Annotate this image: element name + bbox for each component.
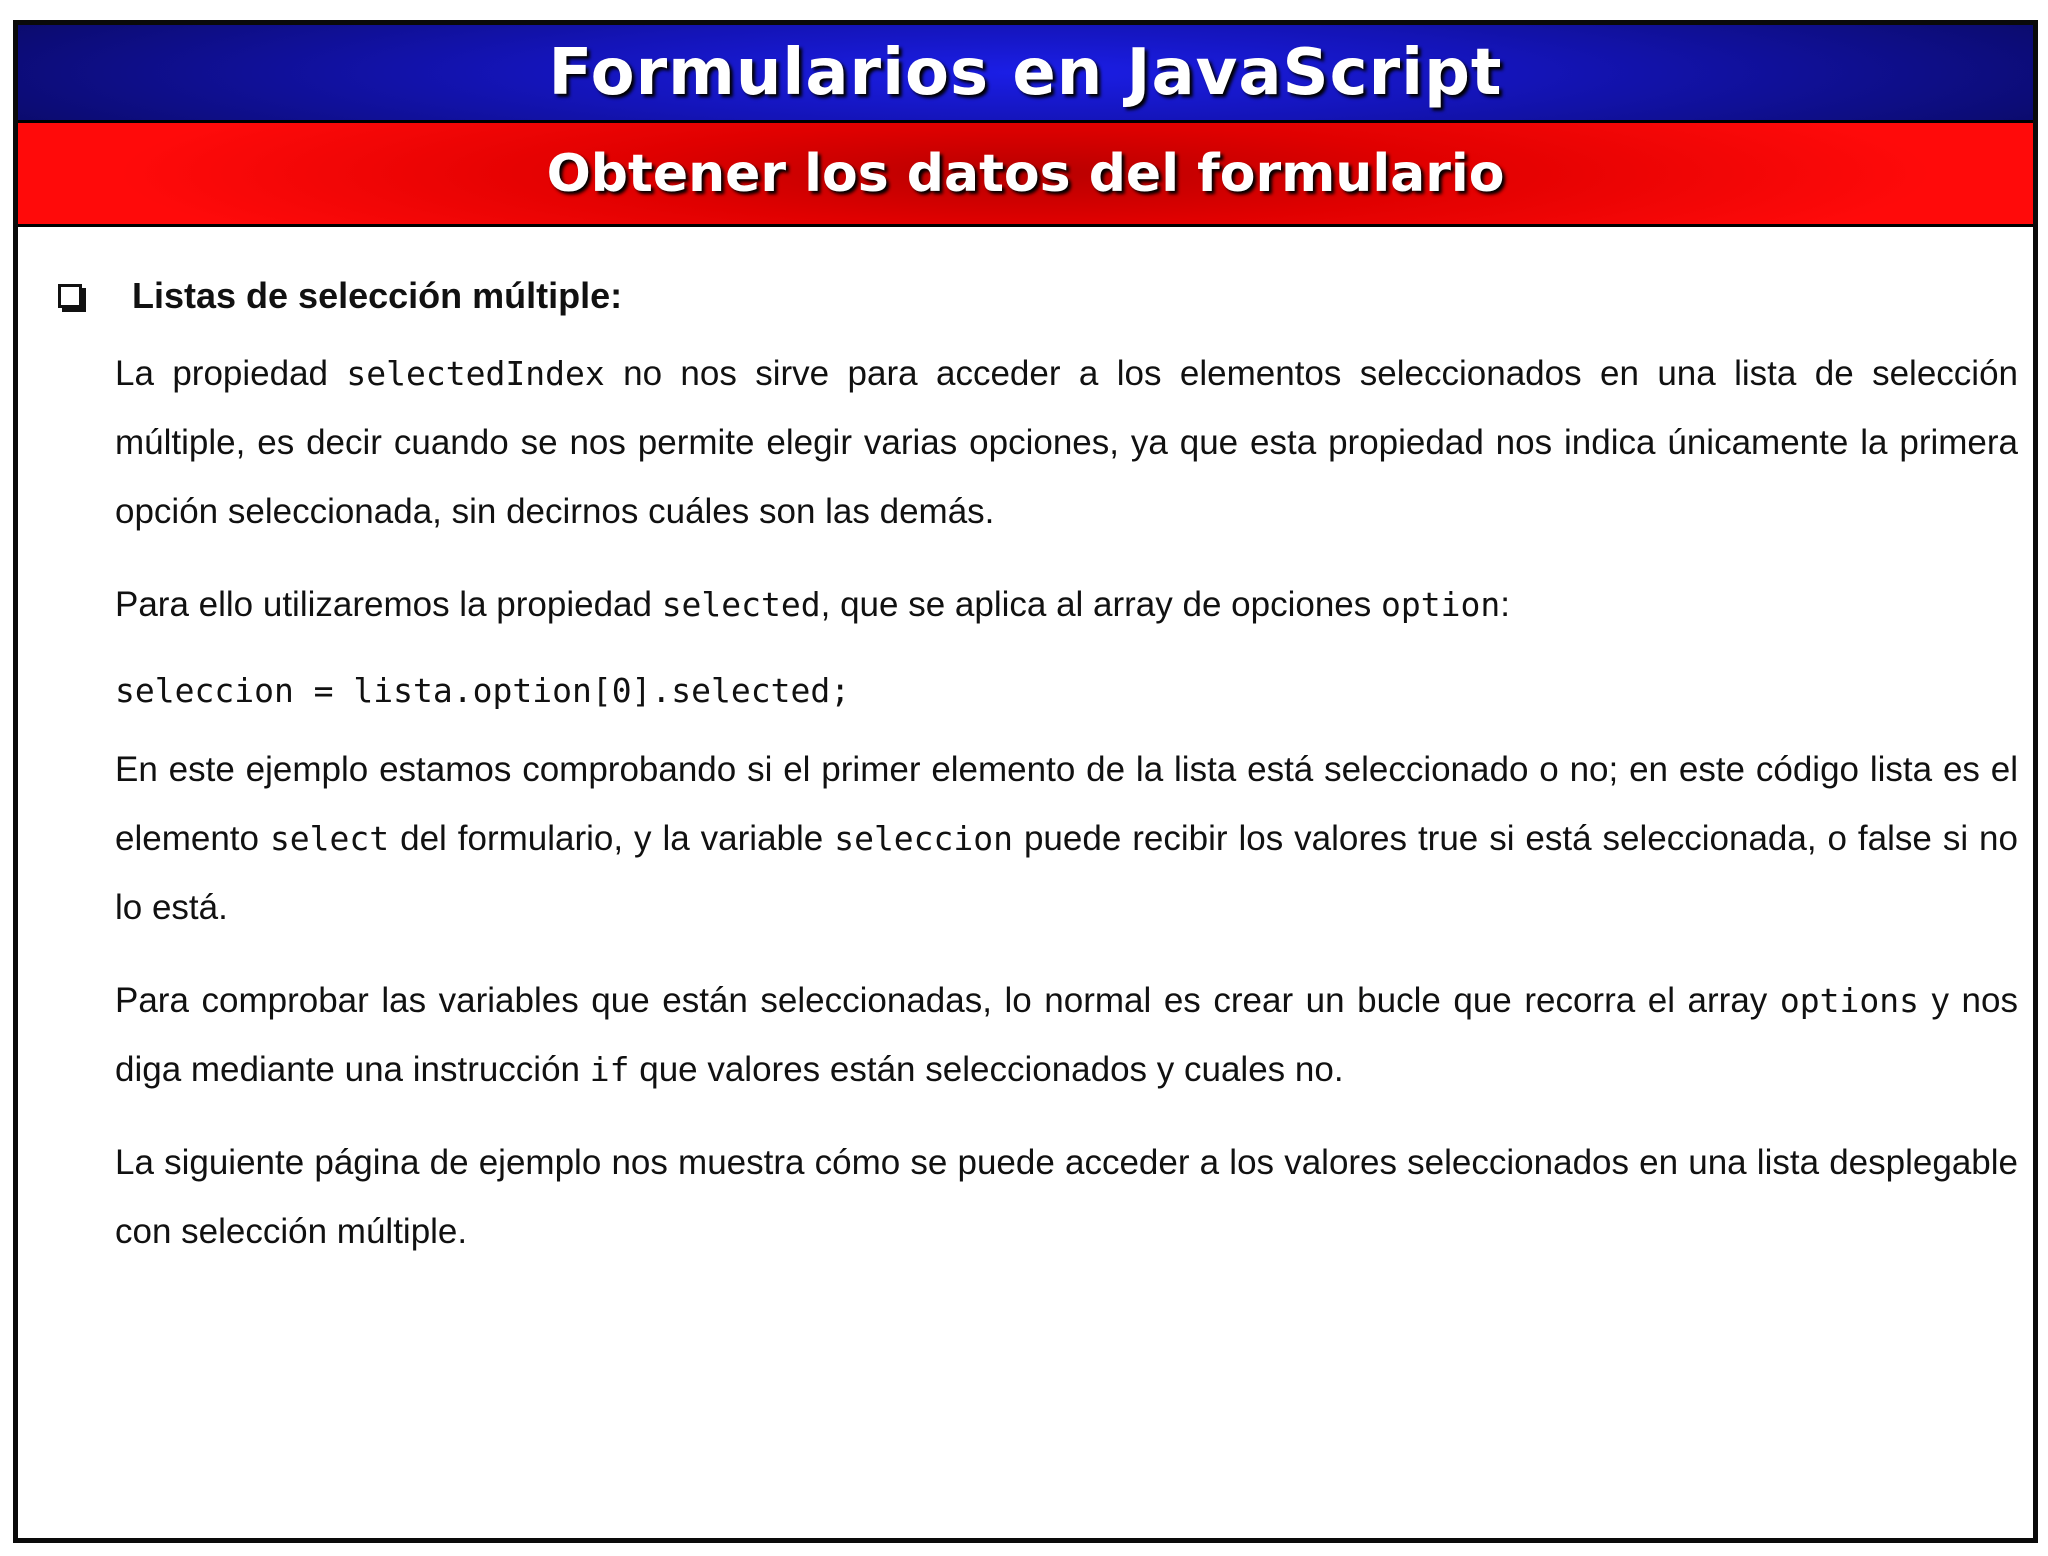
p4-code-if: if — [589, 1050, 630, 1089]
paragraph-3 — [115, 735, 2018, 942]
page-title: Formularios en JavaScript — [548, 35, 1503, 110]
section-heading-row — [40, 275, 622, 317]
p2-code-selected: selected — [661, 585, 821, 624]
p2-text-c: : — [1500, 585, 1510, 624]
slide-frame — [13, 20, 2038, 1543]
p4-text-b: y nos diga mediante una instrucción — [115, 981, 2018, 1089]
checkbox-bullet-icon — [58, 284, 82, 308]
p3-text-c: puede recibir los valores true si está seleccionada, o false si no lo está. — [115, 819, 2018, 927]
body-text — [115, 339, 2018, 1290]
p1-text-a: La propiedad — [115, 354, 347, 393]
p3-code-select: select — [269, 819, 390, 858]
p2-text-b: , que se aplica al array de opciones — [820, 585, 1381, 624]
p4-text-c: que valores están seleccionados y cuales no. — [629, 1050, 1344, 1089]
title-bar — [18, 25, 2033, 123]
code-example: seleccion = lista.option[0].selected; — [115, 671, 851, 710]
page-subtitle: Obtener los datos del formulario — [546, 143, 1505, 204]
p3-code-seleccion: seleccion — [834, 819, 1014, 858]
paragraph-4 — [115, 966, 2018, 1104]
paragraph-1 — [115, 339, 2018, 546]
p1-text-b: no nos sirve para acceder a los elementos seleccionados en una lista de selección múltiple, es decir cuando se nos permite elegir varias opciones, ya que esta propiedad nos indica únicamente la primera opción seleccionada, sin decirnos cuáles son las demás. — [115, 354, 2018, 531]
p3-text-b: del formulario, y la variable — [389, 819, 835, 858]
p3-text-a: En este ejemplo estamos comprobando si el primer elemento de la lista está seleccionado o no; en este código lista es el elemento — [115, 750, 2018, 858]
p4-text-a: Para comprobar las variables que están seleccionadas, lo normal es crear un bucle que recorra el array — [115, 981, 1780, 1020]
paragraph-2 — [115, 570, 2018, 639]
p1-code-selectedindex: selectedIndex — [346, 354, 605, 393]
p2-code-option: option — [1380, 585, 1501, 624]
section-heading: Listas de selección múltiple: — [132, 275, 623, 316]
subtitle-bar — [18, 123, 2033, 227]
p4-code-options: options — [1779, 981, 1919, 1020]
paragraph-5: La siguiente página de ejemplo nos muestra cómo se puede acceder a los valores seleccionados en una lista desplegable con selección múltiple. — [115, 1143, 2018, 1251]
p2-text-a: Para ello utilizaremos la propiedad — [115, 585, 662, 624]
